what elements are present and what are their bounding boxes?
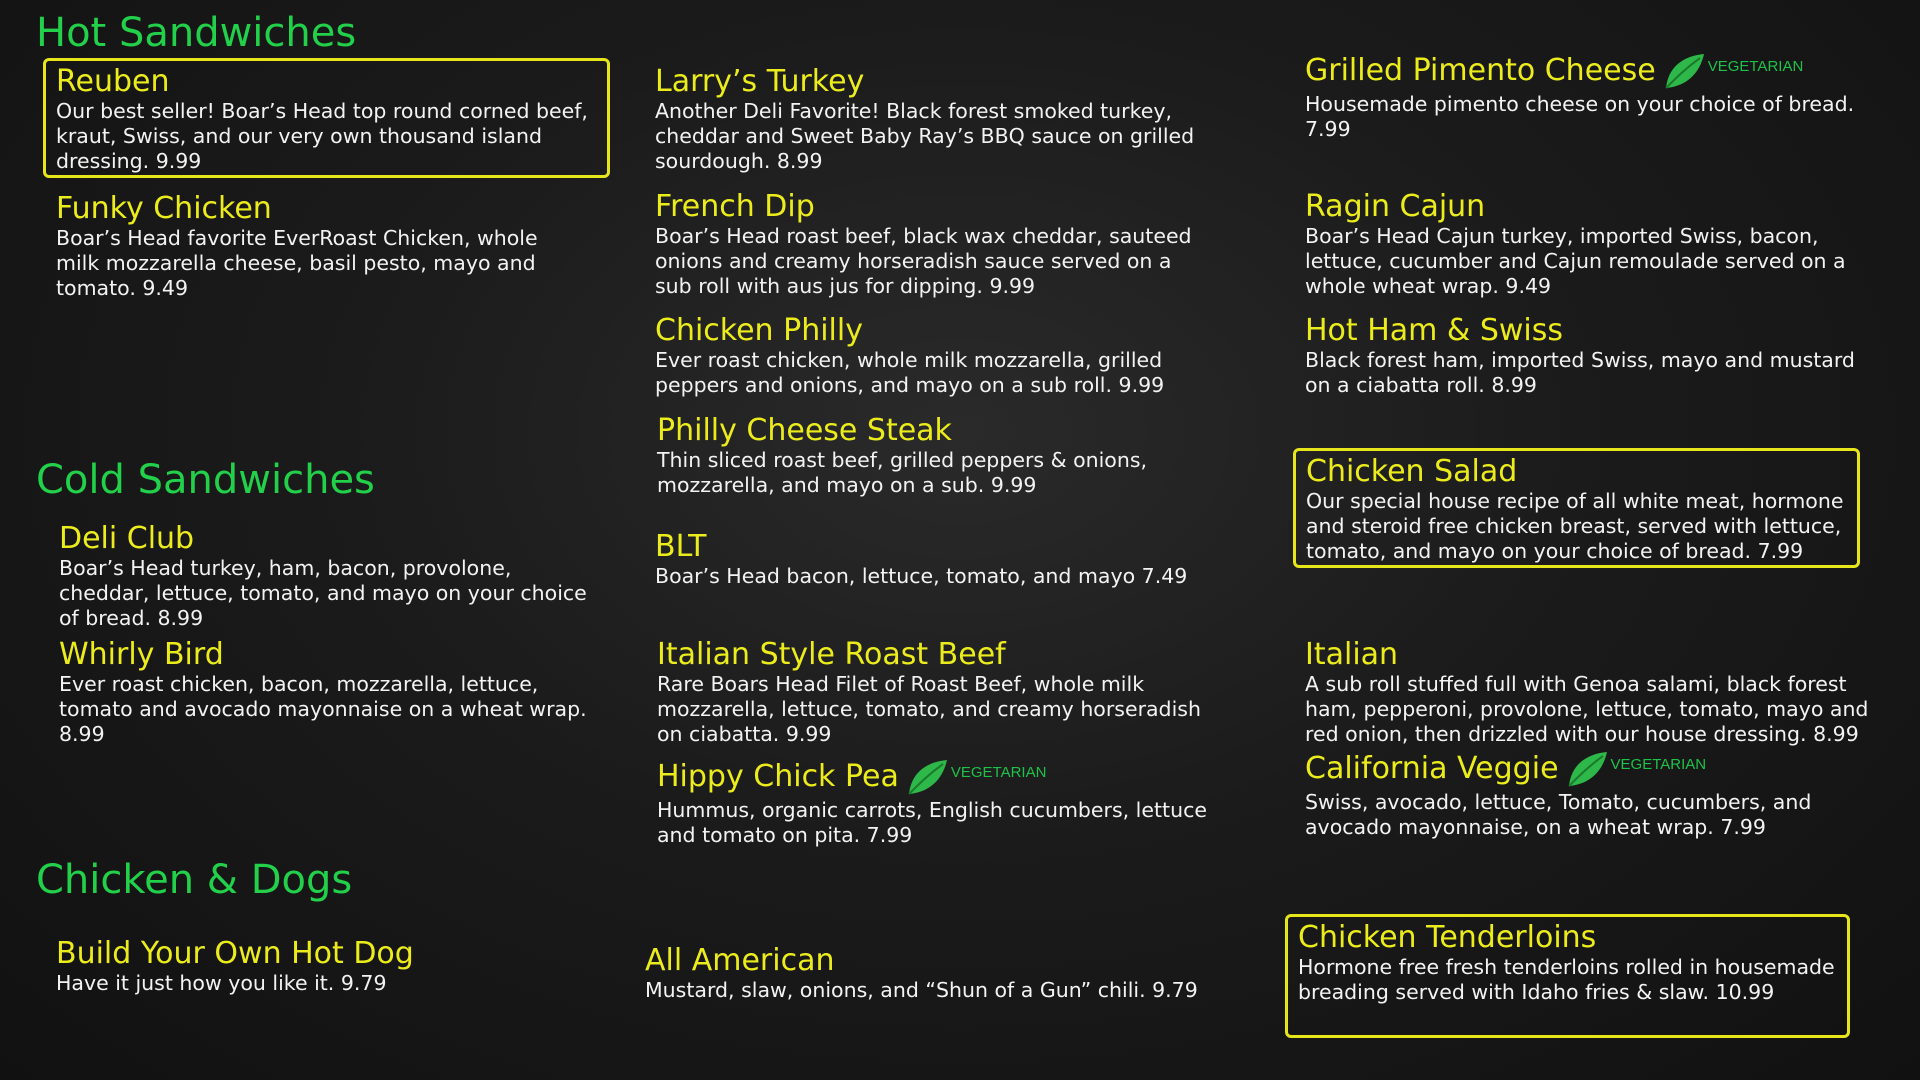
- item-name: Italian Style Roast Beef: [657, 637, 1006, 672]
- item-name: Chicken Salad: [1306, 454, 1518, 489]
- leaf-icon: [1662, 50, 1706, 92]
- item-name: Chicken Tenderloins: [1298, 920, 1597, 955]
- item-description: Boar’s Head roast beef, black wax cheddar, sauteed onions and creamy horseradish sauce served on a sub roll with aus jus for dipping. 9.99: [655, 224, 1192, 298]
- item-description: Another Deli Favorite! Black forest smoked turkey, cheddar and Sweet Baby Ray’s BBQ sauce on grilled sourdough. 8.99: [655, 99, 1195, 173]
- item-name: Reuben: [56, 64, 170, 99]
- item-name-row: [1305, 50, 1803, 92]
- menu-item-california-veggie: [1305, 748, 1890, 840]
- item-name: Whirly Bird: [59, 637, 224, 672]
- menu-item-french-dip: [655, 190, 1210, 299]
- item-name: Build Your Own Hot Dog: [56, 936, 414, 971]
- menu-item-deli-club: [59, 522, 589, 631]
- menu-item-chicken-salad: [1293, 448, 1860, 568]
- item-name: Ragin Cajun: [1305, 189, 1486, 224]
- item-name: French Dip: [655, 189, 815, 224]
- menu-item-blt: [655, 530, 1210, 589]
- menu-item-whirly-bird: [59, 638, 599, 747]
- menu-item-hot-dog: [56, 937, 576, 996]
- menu-item-chicken-philly: [655, 314, 1210, 398]
- item-description: A sub roll stuffed full with Genoa salami, black forest ham, pepperoni, provolone, lettuce, tomato, mayo and red onion, then drizzled with our house dressing. 8.99: [1305, 672, 1869, 746]
- leaf-icon: [905, 756, 949, 798]
- heading-chicken-dogs: Chicken & Dogs: [36, 857, 353, 903]
- item-description: Ever roast chicken, bacon, mozzarella, lettuce, tomato and avocado mayonnaise on a wheat wrap. 8.99: [59, 672, 587, 746]
- item-description: Black forest ham, imported Swiss, mayo and mustard on a ciabatta roll. 8.99: [1305, 348, 1855, 397]
- menu-item-reuben: [43, 58, 610, 178]
- item-description: Boar’s Head turkey, ham, bacon, provolone, cheddar, lettuce, tomato, and mayo on your choice of bread. 8.99: [59, 556, 587, 630]
- item-description: Boar’s Head favorite EverRoast Chicken, whole milk mozzarella cheese, basil pesto, mayo and tomato. 9.49: [56, 226, 538, 300]
- heading-cold-sandwiches: Cold Sandwiches: [36, 457, 375, 503]
- item-name: Philly Cheese Steak: [657, 413, 952, 448]
- item-name: California Veggie: [1305, 751, 1559, 786]
- item-description: Swiss, avocado, lettuce, Tomato, cucumbers, and avocado mayonnaise, on a wheat wrap. 7.99: [1305, 790, 1812, 839]
- menu-item-italian-roast-beef: [657, 638, 1212, 747]
- menu-item-larrys-turkey: [655, 65, 1210, 174]
- item-description: Housemade pimento cheese on your choice of bread. 7.99: [1305, 92, 1855, 141]
- item-description: Mustard, slaw, onions, and “Shun of a Gun” chili. 9.79: [645, 978, 1198, 1002]
- vegetarian-badge: [1662, 50, 1804, 92]
- item-description: Our special house recipe of all white meat, hormone and steroid free chicken breast, served with lettuce, tomato, and mayo on your choice of bread. 7.99: [1306, 489, 1844, 563]
- menu-item-grilled-pimento-cheese: [1305, 50, 1885, 142]
- item-description: Boar’s Head bacon, lettuce, tomato, and mayo 7.49: [655, 564, 1188, 588]
- item-description: Have it just how you like it. 9.79: [56, 971, 387, 995]
- heading-hot-sandwiches: Hot Sandwiches: [36, 10, 357, 56]
- menu-item-all-american: [645, 944, 1200, 1003]
- item-name: Grilled Pimento Cheese: [1305, 53, 1656, 88]
- leaf-icon: [1565, 748, 1609, 790]
- menu-item-italian: [1305, 638, 1885, 747]
- item-description: Boar’s Head Cajun turkey, imported Swiss, bacon, lettuce, cucumber and Cajun remoulade served on a whole wheat wrap. 9.49: [1305, 224, 1846, 298]
- item-name: Italian: [1305, 637, 1399, 672]
- item-name: Larry’s Turkey: [655, 64, 865, 99]
- item-name: Hot Ham & Swiss: [1305, 313, 1564, 348]
- item-name-row: [657, 756, 1046, 798]
- vegetarian-badge: [905, 756, 1047, 798]
- vegetarian-label: VEGETARIAN: [1707, 58, 1804, 75]
- menu-item-hippy-chick-pea: [657, 756, 1212, 848]
- item-description: Our best seller! Boar’s Head top round corned beef, kraut, Swiss, and our very own thousand island dressing. 9.99: [56, 99, 588, 173]
- item-description: Hormone free fresh tenderloins rolled in housemade breading served with Idaho fries & slaw. 10.99: [1298, 955, 1835, 1004]
- menu-item-hot-ham-swiss: [1305, 314, 1885, 398]
- item-name: BLT: [655, 529, 707, 564]
- menu-item-philly-cheese-steak: [657, 414, 1212, 498]
- item-description: Thin sliced roast beef, grilled peppers & onions, mozzarella, and mayo on a sub. 9.99: [657, 448, 1148, 497]
- item-description: Rare Boars Head Filet of Roast Beef, whole milk mozzarella, lettuce, tomato, and creamy horseradish on ciabatta. 9.99: [657, 672, 1201, 746]
- vegetarian-badge: [1565, 748, 1707, 790]
- vegetarian-label: VEGETARIAN: [1610, 756, 1707, 773]
- vegetarian-label: VEGETARIAN: [950, 764, 1047, 781]
- item-name-row: [1305, 748, 1706, 790]
- item-name: Hippy Chick Pea: [657, 759, 899, 794]
- item-name: Chicken Philly: [655, 313, 863, 348]
- item-description: Hummus, organic carrots, English cucumbers, lettuce and tomato on pita. 7.99: [657, 798, 1207, 847]
- menu-item-ragin-cajun: [1305, 190, 1865, 299]
- item-name: Funky Chicken: [56, 191, 272, 226]
- item-description: Ever roast chicken, whole milk mozzarella, grilled peppers and onions, and mayo on a sub roll. 9.99: [655, 348, 1165, 397]
- item-name: Deli Club: [59, 521, 195, 556]
- item-name: All American: [645, 943, 835, 978]
- menu-item-chicken-tenderloins: [1285, 914, 1850, 1038]
- menu-item-funky-chicken: [56, 192, 556, 301]
